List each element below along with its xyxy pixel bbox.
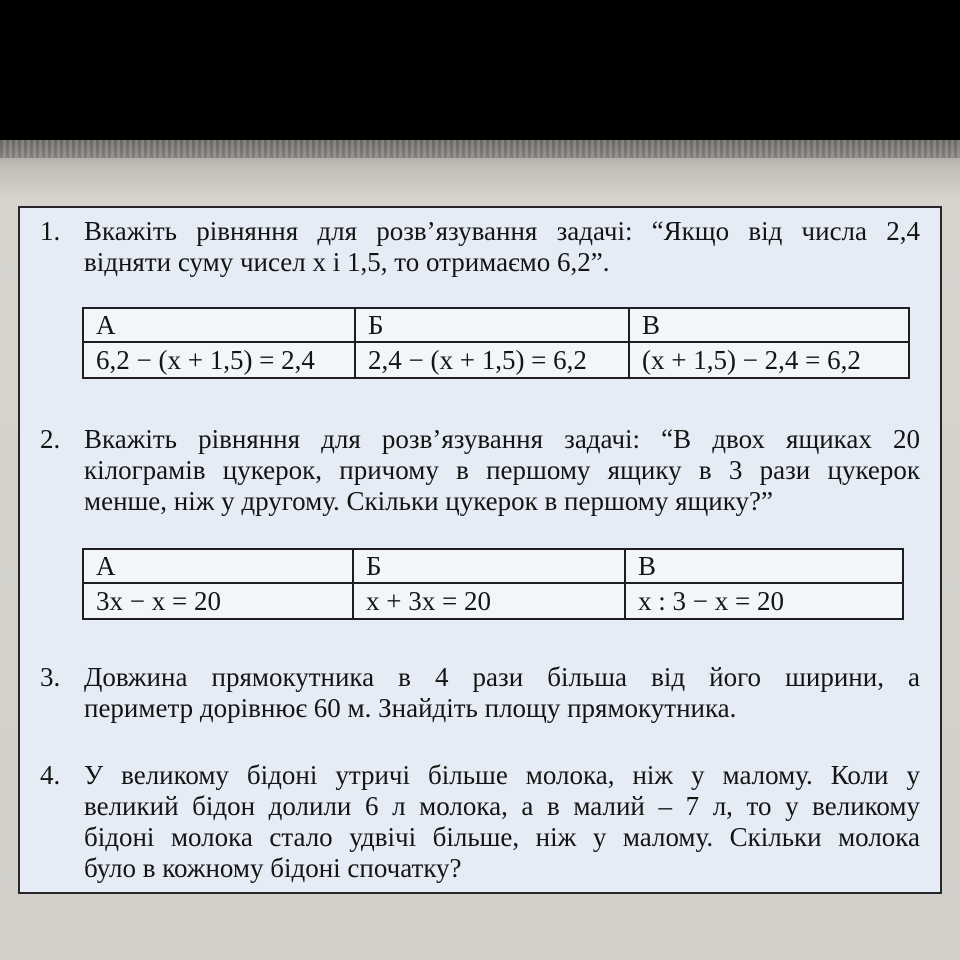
- question-line: менше, ніж у другому. Скільки цукерок в першому ящику?”: [84, 486, 773, 516]
- option-equation: x : 3 − x = 20: [625, 583, 903, 619]
- monitor-top-edge: [0, 140, 960, 158]
- question-number: 1.: [40, 216, 61, 246]
- question-line: Вкажіть рівняння для розв’язування задачі: “Якщо від числа 2,4: [84, 216, 920, 246]
- option-equation: 6,2 − (x + 1,5) = 2,4: [83, 342, 355, 378]
- question-number: 3.: [40, 662, 61, 692]
- question-text: [84, 760, 920, 884]
- option-letter: Б: [353, 549, 625, 583]
- option-equation: 3x − x = 20: [83, 583, 353, 619]
- question-line: бідоні молока стало удвічі більше, ніж у малому. Скільки молока: [84, 822, 920, 852]
- option-equation: 2,4 − (x + 1,5) = 6,2: [355, 342, 629, 378]
- option-letter: В: [629, 308, 909, 342]
- question-line: периметр дорівнює 60 м. Знайдіть площу прямокутника.: [84, 693, 737, 723]
- option-letter: В: [625, 549, 903, 583]
- option-letter: Б: [355, 308, 629, 342]
- question-line: великий бідон долили 6 л молока, а в малий – 7 л, то у великому: [84, 791, 920, 821]
- screen-document: [18, 206, 942, 894]
- question-number: 2.: [40, 424, 61, 454]
- question-line: кілограмів цукерок, причому в першому ящику в 3 рази цукерок: [84, 455, 920, 485]
- question-text: [84, 216, 920, 278]
- question-number: 4.: [40, 760, 61, 790]
- option-letter: А: [83, 308, 355, 342]
- answer-table-1: [82, 307, 910, 379]
- question-line: У великому бідоні утричі більше молока, ніж у малому. Коли у: [84, 760, 920, 790]
- question-text: [84, 424, 920, 517]
- option-letter: А: [83, 549, 353, 583]
- answer-table-2: [82, 548, 904, 620]
- question-line: відняти суму чисел x і 1,5, то отримаємо 6,2”.: [84, 247, 610, 277]
- question-line: Вкажіть рівняння для розв’язування задачі: “В двох ящиках 20: [84, 424, 920, 454]
- question-text: [84, 662, 920, 724]
- option-equation: (x + 1,5) − 2,4 = 6,2: [629, 342, 909, 378]
- option-equation: x + 3x = 20: [353, 583, 625, 619]
- question-line: Довжина прямокутника в 4 рази більша від його ширини, а: [84, 662, 920, 692]
- question-line: було в кожному бідоні спочатку?: [84, 853, 462, 883]
